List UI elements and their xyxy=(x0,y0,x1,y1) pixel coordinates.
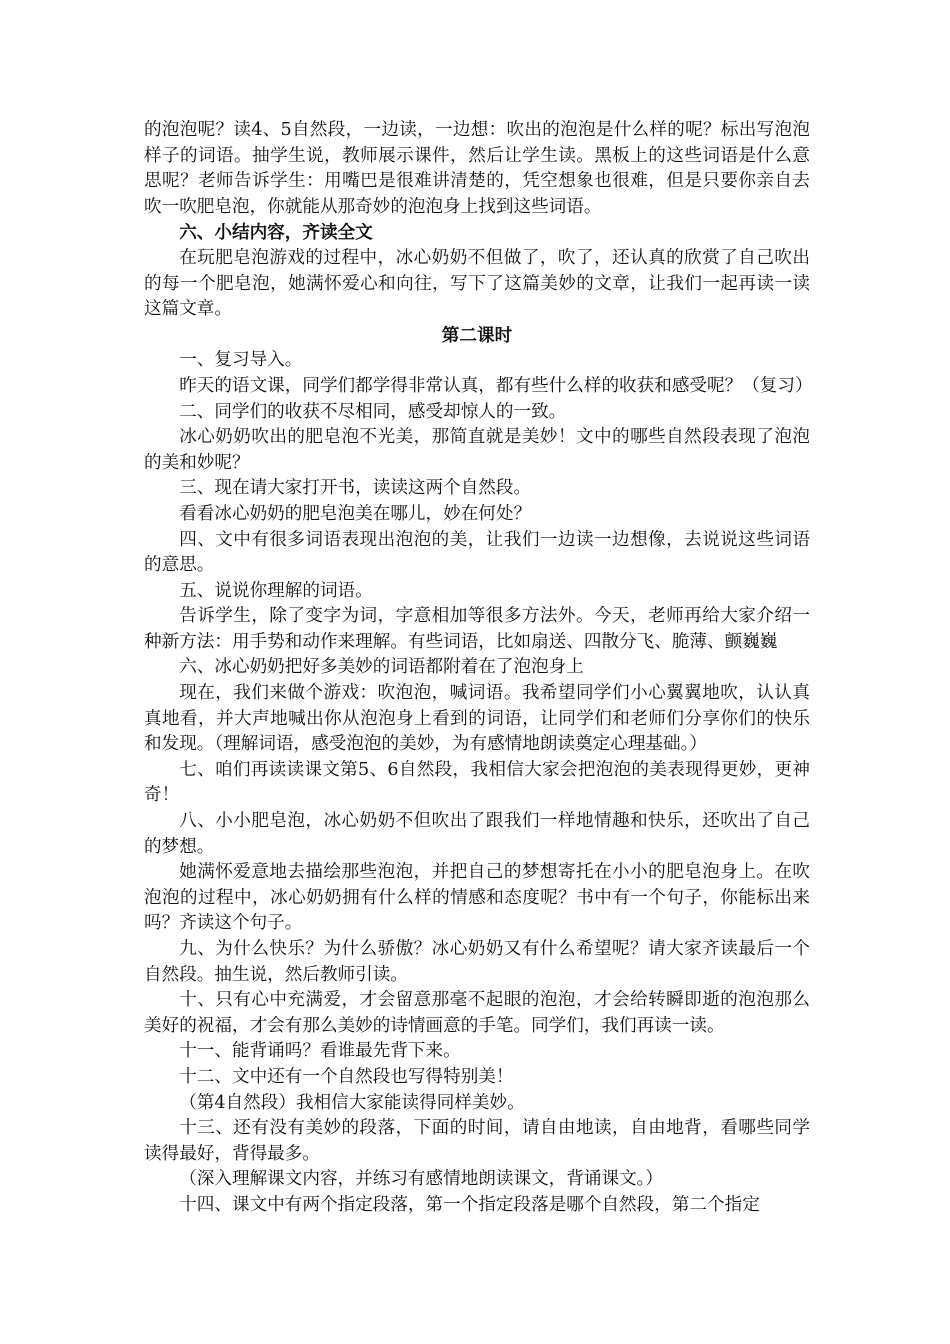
paragraph: （第4自然段）我相信大家能读得同样美妙。 xyxy=(179,1092,525,1113)
paragraph: 六、冰心奶奶把好多美妙的词语都附着在了泡泡身上 xyxy=(179,657,584,678)
document-body xyxy=(144,118,813,1219)
lesson-title: 第二课时 xyxy=(441,324,513,346)
paragraph: 九、为什么快乐？为什么骄傲？冰心奶奶又有什么希望呢？请大家齐读最后一个自然段。抽生说，然后教师引读。 xyxy=(144,939,810,985)
paragraph: 五、说说你理解的词语。 xyxy=(179,580,373,601)
paragraph: 七、咱们再读读课文第5、6自然段，我相信大家会把泡泡的美表现得更妙，更神奇！ xyxy=(144,759,810,806)
paragraph: 十三、还有没有美妙的段落，下面的时间，请自由地读，自由地背，看哪些同学读得最好，背得最多。 xyxy=(144,1118,810,1164)
paragraph: 十一、能背诵吗？看谁最先背下来。 xyxy=(179,1041,461,1062)
paragraph: 十、只有心中充满爱，才会留意那毫不起眼的泡泡，才会给转瞬即逝的泡泡那么美好的祝福，才会有那么美妙的诗情画意的手笔。同学们，我们再读一读。 xyxy=(144,990,810,1036)
paragraph: 十二、文中还有一个自然段也写得特别美！ xyxy=(179,1066,514,1087)
paragraph: 的泡泡呢？读4、5自然段，一边读，一边想：吹出的泡泡是什么样的呢？标出写泡泡样子的词语。抽学生说，教师展示课件，然后让学生读。黑板上的这些词语是什么意思呢？老师告诉学生：用嘴巴是很难讲清楚的，凭空想象也很难，但是只要你亲自去吹一吹肥皂泡，你就能从那奇妙的泡泡身上找到这些词语。 xyxy=(144,120,810,217)
paragraph: 一、复习导入。 xyxy=(179,350,303,371)
paragraph: 现在，我们来做个游戏：吹泡泡，喊词语。我希望同学们小心翼翼地吹，认认真真地看，并大声地喊出你从泡泡身上看到的词语，让同学们和老师们分享你们的快乐和发现。（理解词语，感受泡泡的美妙，为有感情地朗读奠定心理基础。） xyxy=(144,683,810,755)
paragraph: 四、文中有很多词语表现出泡泡的美，让我们一边读一边想像，去说说这些词语的意思。 xyxy=(144,529,810,576)
paragraph: 在玩肥皂泡游戏的过程中，冰心奶奶不但做了，吹了，还认真的欣赏了自己吹出的每一个肥皂泡，她满怀爱心和向往，写下了这篇美妙的文章，让我们一起再读一读这篇文章。 xyxy=(144,247,810,320)
paragraph: 昨天的语文课，同学们都学得非常认真，都有些什么样的收获和感受呢？（复习） xyxy=(179,375,813,396)
paragraph: 八、小小肥皂泡，冰心奶奶不但吹出了跟我们一样地情趣和快乐，还吹出了自己的梦想。 xyxy=(144,811,810,857)
paragraph: 告诉学生，除了变字为词，字意相加等很多方法外。今天，老师再给大家介绍一种新方法：用手势和动作来理解。有些词语，比如扇送、四散分飞、脆薄、颤巍巍 xyxy=(144,606,810,652)
paragraph: 三、现在请大家打开书，读读这两个自然段。 xyxy=(179,478,532,499)
section-heading: 六、小结内容，齐读全文 xyxy=(179,222,373,244)
paragraph: 看看冰心奶奶的肥皂泡美在哪儿，妙在何处？ xyxy=(179,503,532,524)
paragraph: 二、同学们的收获不尽相同，感受却惊人的一致。 xyxy=(179,401,567,422)
paragraph: 冰心奶奶吹出的肥皂泡不光美，那简直就是美妙！文中的哪些自然段表现了泡泡的美和妙呢？ xyxy=(144,427,810,473)
paragraph: 十四、课文中有两个指定段落，第一个指定段落是哪个自然段，第二个指定 xyxy=(179,1194,760,1215)
paragraph: 她满怀爱意地去描绘那些泡泡，并把自己的梦想寄托在小小的肥皂泡身上。在吹泡泡的过程中，冰心奶奶拥有什么样的情感和态度呢？书中有一个句子，你能标出来吗？齐读这个句子。 xyxy=(144,862,810,934)
paragraph: （深入理解课文内容，并练习有感情地朗读课文，背诵课文。） xyxy=(179,1169,664,1190)
